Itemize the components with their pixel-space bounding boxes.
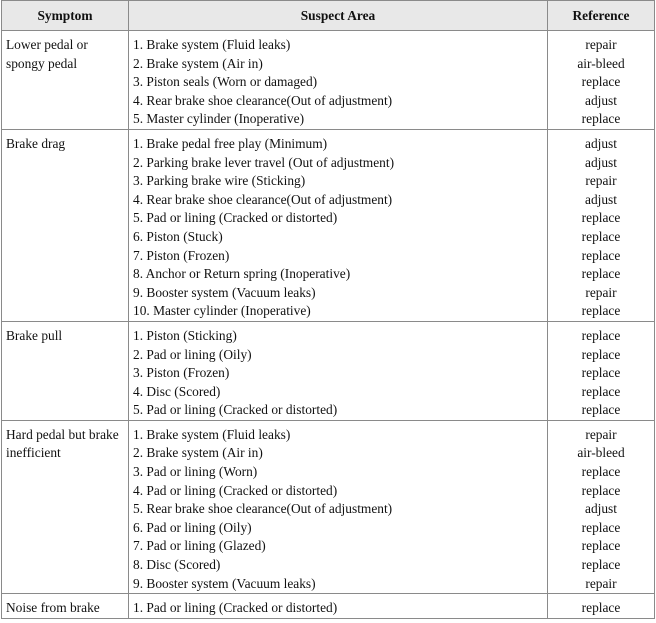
suspect-area-item: 9. Booster system (Vacuum leaks): [133, 575, 316, 591]
reference-item: replace: [581, 464, 621, 480]
suspect-area-cell: [129, 321, 548, 420]
reference-item: replace: [581, 402, 621, 418]
suspect-area-item: 5. Pad or lining (Cracked or distorted): [133, 402, 338, 418]
reference-item: adjust: [585, 154, 617, 170]
suspect-area-item: 4. Rear brake shoe clearance(Out of adjustment): [133, 191, 393, 207]
reference-item: repair: [585, 426, 617, 442]
suspect-area-item: 6. Piston (Stuck): [133, 228, 223, 244]
suspect-area-item: 7. Pad or lining (Glazed): [133, 538, 266, 554]
reference-item: replace: [581, 519, 621, 535]
suspect-area-cell: [129, 594, 548, 619]
suspect-area-item: 3. Piston seals (Worn or damaged): [133, 74, 318, 90]
reference-item: repair: [585, 575, 617, 591]
reference-item: replace: [581, 266, 621, 282]
reference-cell: [548, 420, 655, 593]
symptom-cell: Brake drag: [2, 129, 129, 321]
reference-item: air-bleed: [577, 445, 625, 461]
suspect-area-item: 5. Master cylinder (Inoperative): [133, 111, 305, 127]
reference-item: replace: [581, 482, 621, 498]
reference-item: replace: [581, 346, 621, 362]
header-row: [2, 1, 655, 31]
symptom-row: [2, 321, 655, 420]
suspect-area-cell: [129, 31, 548, 130]
reference-item: replace: [581, 365, 621, 381]
reference-item: adjust: [585, 191, 617, 207]
symptom-cell: Brake pull: [2, 321, 129, 420]
suspect-area-item: 1. Pad or lining (Cracked or distorted): [133, 600, 338, 616]
table-body: [2, 31, 655, 619]
reference-item: replace: [581, 210, 621, 226]
suspect-area-item: 3. Piston (Frozen): [133, 365, 230, 381]
reference-cell: [548, 31, 655, 130]
suspect-area-item: 1. Brake pedal free play (Minimum): [133, 135, 328, 151]
reference-item: replace: [581, 383, 621, 399]
suspect-area-item: 4. Pad or lining (Cracked or distorted): [133, 482, 338, 498]
reference-item: air-bleed: [577, 55, 625, 71]
suspect-area-item: 8. Disc (Scored): [133, 557, 221, 573]
symptom-cell: Hard pedal but brake inefficient: [2, 420, 129, 593]
reference-item: adjust: [585, 135, 617, 151]
header-reference: Reference: [548, 1, 655, 31]
reference-item: replace: [581, 538, 621, 554]
reference-item: replace: [581, 303, 621, 319]
suspect-area-item: 1. Brake system (Fluid leaks): [133, 37, 291, 52]
header-symptom: Symptom: [2, 1, 129, 31]
symptom-row: [2, 31, 655, 130]
symptom-row: [2, 420, 655, 593]
suspect-area-cell: [129, 420, 548, 593]
reference-item: replace: [581, 74, 621, 90]
reference-item: replace: [581, 600, 621, 616]
reference-item: repair: [585, 37, 617, 52]
brake-troubleshooting-table: [1, 0, 655, 619]
symptom-row: [2, 594, 655, 619]
suspect-area-item: 2. Pad or lining (Oily): [133, 346, 252, 362]
reference-cell: [548, 321, 655, 420]
reference-item: adjust: [585, 501, 617, 517]
suspect-area-item: 9. Booster system (Vacuum leaks): [133, 284, 316, 300]
reference-item: repair: [585, 173, 617, 189]
suspect-area-item: 5. Pad or lining (Cracked or distorted): [133, 210, 338, 226]
symptom-row: [2, 129, 655, 321]
suspect-area-item: 4. Disc (Scored): [133, 383, 221, 399]
suspect-area-item: 8. Anchor or Return spring (Inoperative): [133, 266, 351, 282]
suspect-area-item: 5. Rear brake shoe clearance(Out of adjustment): [133, 501, 393, 517]
header-suspect-area: Suspect Area: [129, 1, 548, 31]
suspect-area-item: 10. Master cylinder (Inoperative): [133, 303, 311, 319]
reference-item: replace: [581, 247, 621, 263]
reference-item: replace: [581, 228, 621, 244]
reference-item: repair: [585, 284, 617, 300]
suspect-area-item: 4. Rear brake shoe clearance(Out of adjustment): [133, 92, 393, 108]
suspect-area-item: 1. Brake system (Fluid leaks): [133, 426, 291, 442]
symptom-cell: Lower pedal or spongy pedal: [2, 31, 129, 130]
suspect-area-cell: [129, 129, 548, 321]
suspect-area-item: 3. Parking brake wire (Sticking): [133, 173, 306, 189]
reference-item: adjust: [585, 92, 617, 108]
suspect-area-item: 6. Pad or lining (Oily): [133, 519, 252, 535]
suspect-area-item: 2. Brake system (Air in): [133, 445, 263, 461]
reference-item: replace: [581, 111, 621, 127]
suspect-area-item: 7. Piston (Frozen): [133, 247, 230, 263]
reference-cell: [548, 129, 655, 321]
suspect-area-item: 1. Piston (Sticking): [133, 327, 237, 343]
reference-cell: [548, 594, 655, 619]
suspect-area-item: 2. Brake system (Air in): [133, 55, 263, 71]
suspect-area-item: 3. Pad or lining (Worn): [133, 464, 258, 480]
reference-item: replace: [581, 327, 621, 343]
symptom-cell: Noise from brake: [2, 594, 129, 619]
reference-item: replace: [581, 557, 621, 573]
suspect-area-item: 2. Parking brake lever travel (Out of adjustment): [133, 154, 395, 170]
